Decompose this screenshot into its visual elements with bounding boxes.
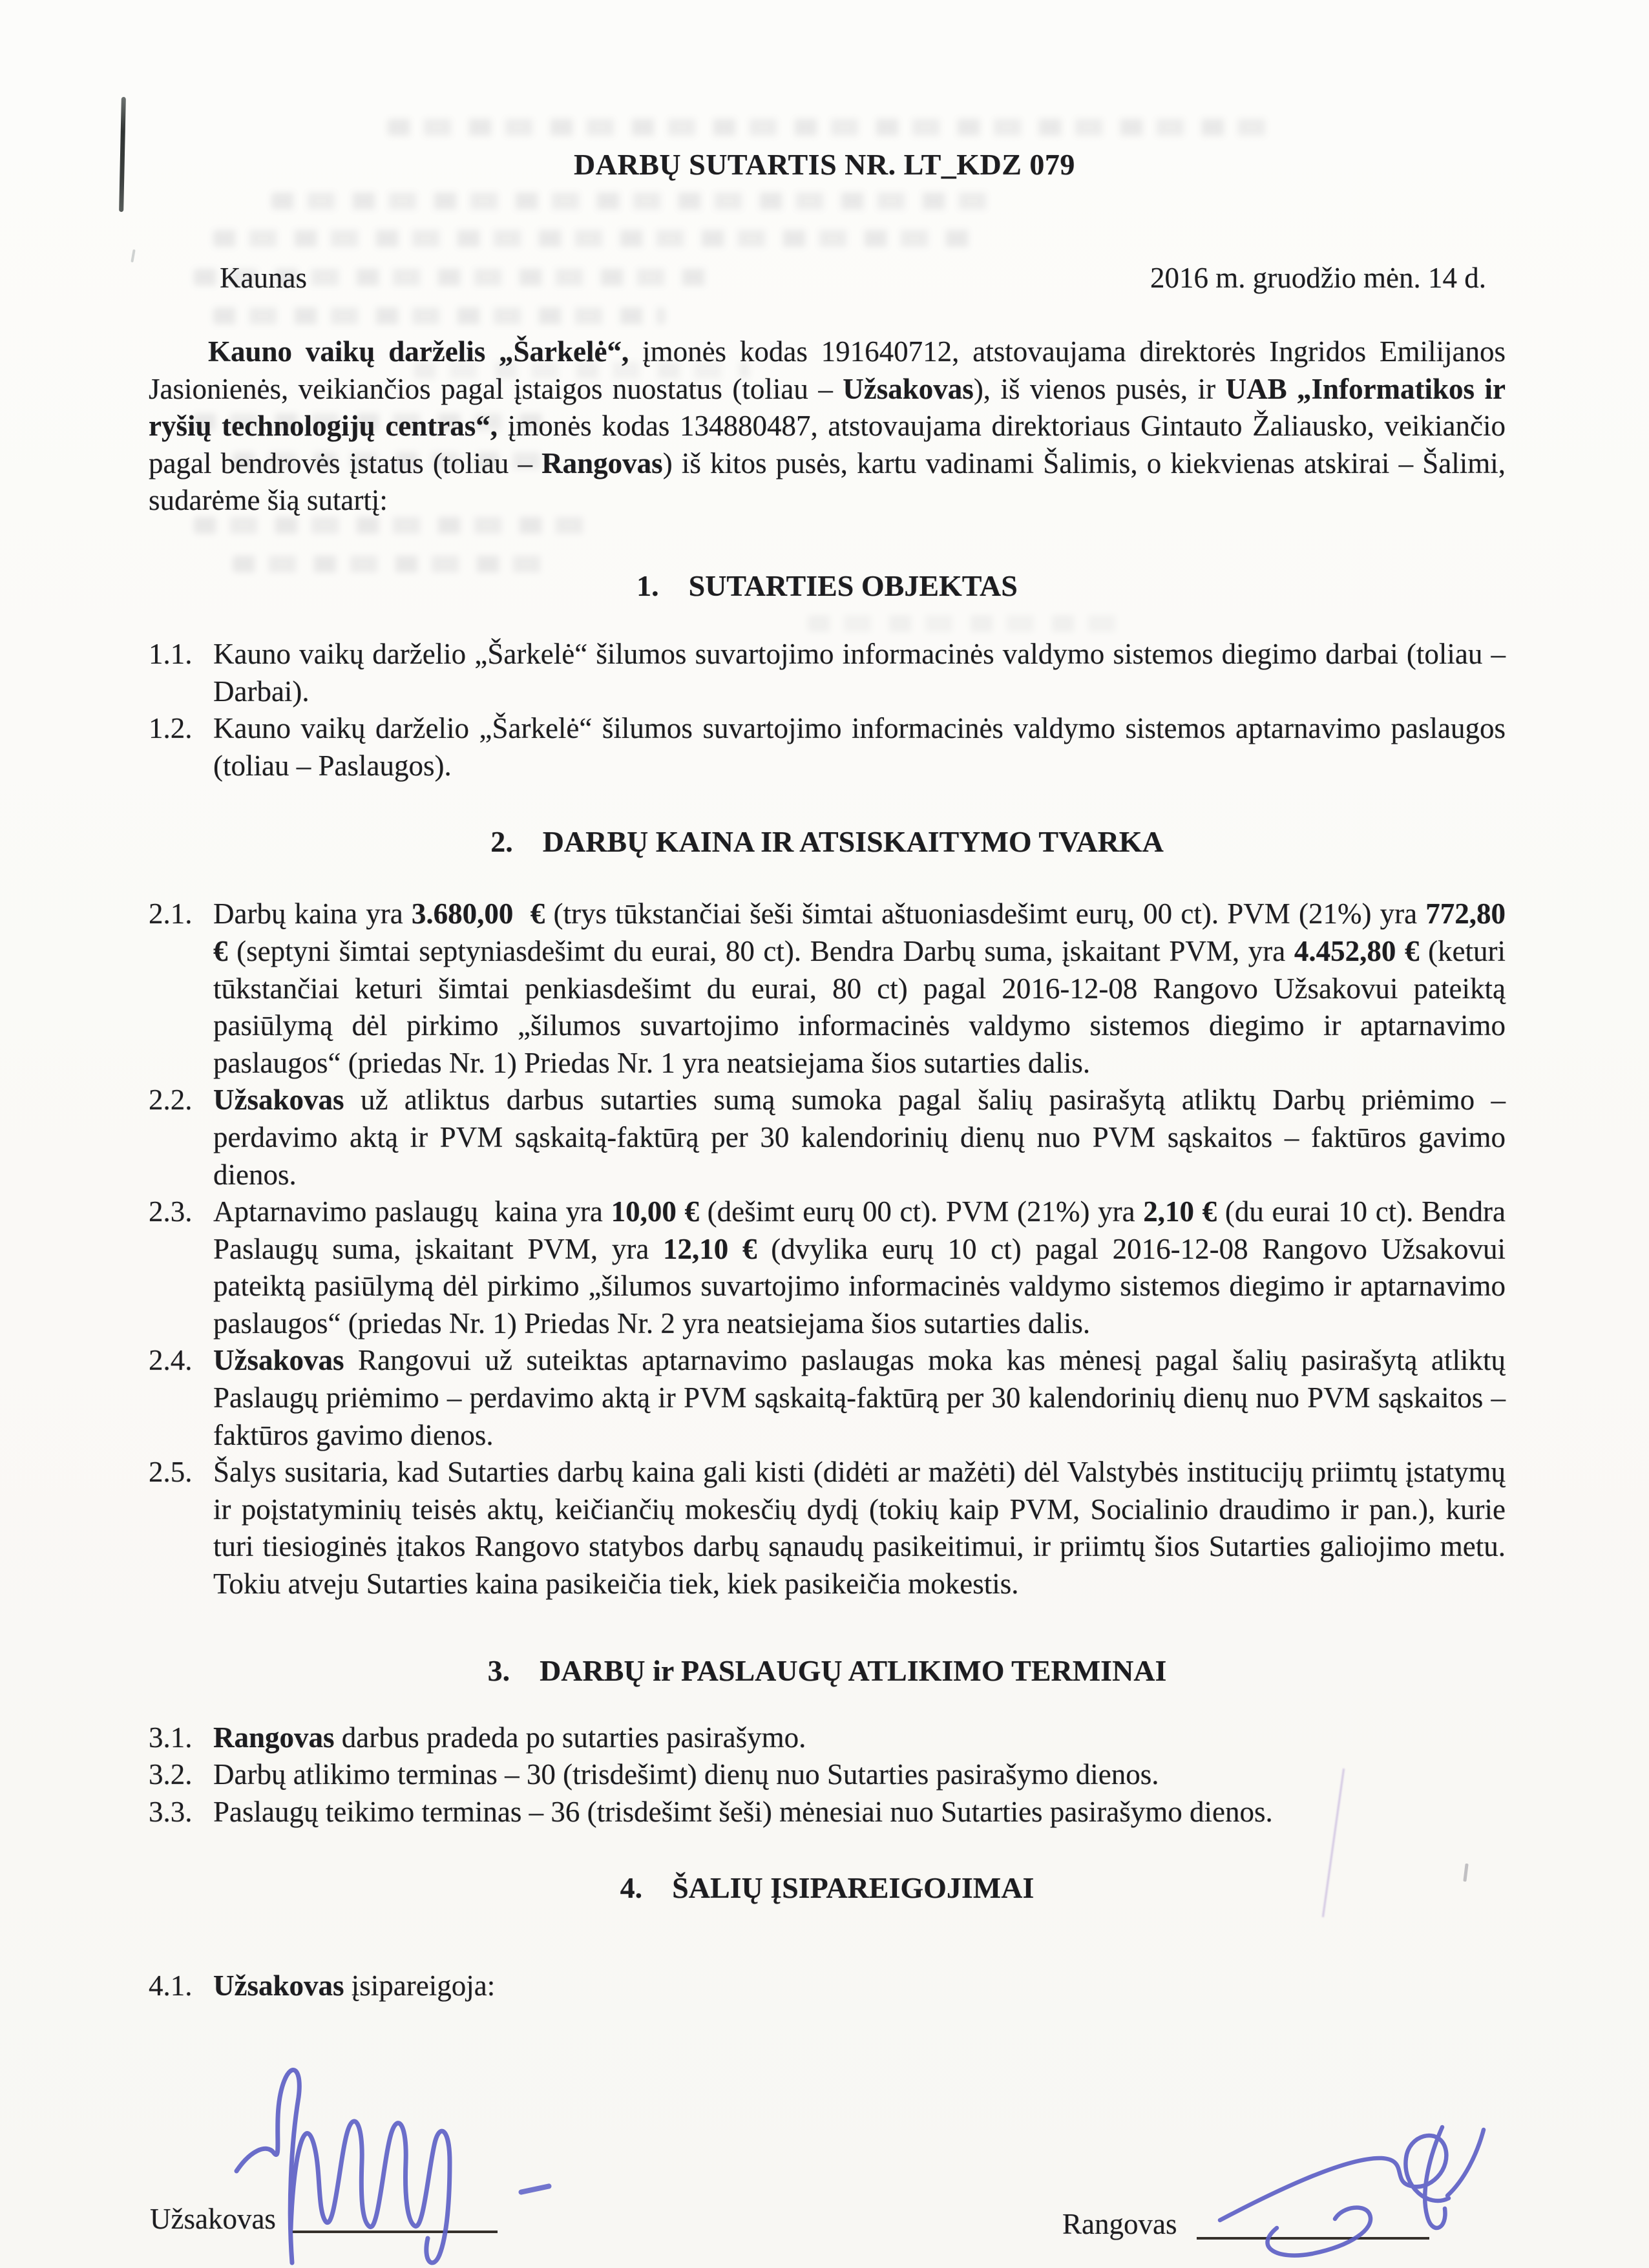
list-item-2-2 <box>149 1082 1506 1193</box>
item-number: 2.1. <box>149 898 193 930</box>
item-text: Rangovas darbus pradeda po sutarties pasirašymo. <box>213 1721 806 1754</box>
item-text: Paslaugų teikimo terminas – 36 (trisdešimt šeši) mėnesiai nuo Sutarties pasirašymo dienos. <box>213 1795 1273 1828</box>
rangovas-signature-ink <box>1215 2118 1493 2262</box>
item-text: Darbų kaina yra 3.680,00 € (trys tūkstančiai šeši šimtai aštuoniasdešimt eurų, 00 ct). PVM (21%) yra 772,80 € (septyni šimtai septyniasdešimt du eurai, 80 ct). Bendra Darbų suma, įskaitant PVM, yra 4.452,80 € (keturi tūkstančiai keturi šimtai penkiasdešimt du eurai, 80 ct) pagal 2016-12-08 Rangovo Užsakovui pateiktą pasiūlymą dėl pirkimo „šilumos suvartojimo informacinės valdymo sistemos diegimo ir aptarnavimo paslaugos“ (priedas Nr. 1) Priedas Nr. 1 yra neatsiejama šios sutarties dalis. <box>213 898 1506 1079</box>
item-number: 1.2. <box>149 712 193 745</box>
list-item-3-2 <box>149 1756 1506 1794</box>
intro-paragraph: Kauno vaikų darželis „Šarkelė“, įmonės kodas 191640712, atstovaujama direktorės Ingridos Emilijanos Jasionienės, veikiančios pagal įstaigos nuostatus (toliau – Užsakovas), iš vienos pusės, ir UAB „Informatikos ir ryšių technologijų centras“, įmonės kodas 134880487, atstovaujama direktoriaus Gintauto Žaliausko, veikiančio pagal bendrovės įstatus (toliau – Rangovas) iš kitos pusės, kartu vadinami Šalimis, o kiekvienas atskirai – Šalimi, sudarėme šią sutartį: <box>149 335 1506 517</box>
section-number: 2. <box>490 825 513 859</box>
section-4-heading <box>149 1869 1506 1907</box>
section-title: DARBŲ ir PASLAUGŲ ATLIKIMO TERMINAI <box>540 1654 1167 1687</box>
section-title: ŠALIŲ ĮSIPAREIGOJIMAI <box>672 1871 1035 1905</box>
item-number: 2.2. <box>149 1084 193 1117</box>
place-date-row <box>220 261 1486 295</box>
list-item-1-1 <box>149 636 1506 710</box>
bleed-through-artifact <box>213 230 976 247</box>
date-label: 2016 m. gruodžio mėn. 14 d. <box>1150 262 1486 294</box>
item-text: Kauno vaikų darželio „Šarkelė“ šilumos suvartojimo informacinės valdymo sistemos aptarnavimo paslaugos (toliau – Paslaugos). <box>213 712 1506 782</box>
pen-dash-mark <box>518 2183 552 2196</box>
item-number: 4.1. <box>149 1969 193 2002</box>
item-text: Užsakovas Rangovui už suteiktas aptarnavimo paslaugas moka kas mėnesį pagal šalių pasirašytą atliktų Paslaugų priėmimo – perdavimo aktą ir PVM sąskaitą-faktūrą per 30 kalendorinių dienų nuo PVM sąskaitos – faktūros gavimo dienos. <box>213 1344 1506 1451</box>
list-item-3-3 <box>149 1794 1506 1831</box>
section-number: 1. <box>636 569 659 602</box>
list-item-2-1 <box>149 896 1506 1082</box>
bleed-through-artifact <box>213 308 666 324</box>
section-2-items <box>149 896 1506 1602</box>
item-number: 3.3. <box>149 1795 193 1828</box>
list-item-4-1 <box>149 1968 1506 2005</box>
section-2-heading <box>149 823 1506 861</box>
item-number: 2.3. <box>149 1195 193 1228</box>
section-title: SUTARTIES OBJEKTAS <box>688 569 1018 602</box>
list-item-2-5 <box>149 1454 1506 1602</box>
item-number: 1.1. <box>149 637 193 670</box>
item-text: Užsakovas už atliktus darbus sutarties sumą sumoka pagal šalių pasirašytą atliktų Darbų priėmimo – perdavimo aktą ir PVM sąskaitą-faktūrą per 30 kalendorinių dienų nuo PVM sąskaitos – faktūros gavimo dienos. <box>213 1084 1506 1191</box>
list-item-2-3 <box>149 1193 1506 1342</box>
signature-line-left <box>292 2231 498 2233</box>
section-4-items <box>149 1968 1506 2005</box>
item-number: 2.5. <box>149 1456 193 1489</box>
signature-line-right <box>1197 2237 1429 2240</box>
item-text: Aptarnavimo paslaugų kaina yra 10,00 € (dešimt eurų 00 ct). PVM (21%) yra 2,10 € (du eurai 10 ct). Bendra Paslaugų suma, įskaitant PVM, yra 12,10 € (dvylika eurų 10 ct) pagal 2016-12-08 Rangovo Užsakovui pateiktą pasiūlymą dėl pirkimo „šilumos suvartojimo informacinės valdymo sistemos diegimo ir aptarnavimo paslaugos“ (priedas Nr. 1) Priedas Nr. 2 yra neatsiejama šios sutarties dalis. <box>213 1195 1506 1339</box>
place-label: Kaunas <box>220 262 307 294</box>
item-number: 2.4. <box>149 1344 193 1377</box>
section-number: 3. <box>487 1654 510 1687</box>
bleed-through-artifact <box>388 119 1266 136</box>
contract-body <box>149 333 1506 2005</box>
section-title: DARBŲ KAINA IR ATSISKAITYMO TVARKA <box>542 825 1164 859</box>
section-1-heading <box>149 567 1506 605</box>
bleed-through-artifact <box>271 193 995 209</box>
section-number: 4. <box>620 1871 643 1905</box>
list-item-2-4 <box>149 1342 1506 1454</box>
item-text: Darbų atlikimo terminas – 30 (trisdešimt) dienų nuo Sutarties pasirašymo dienos. <box>213 1758 1159 1791</box>
signature-label-right: Rangovas <box>1062 2208 1177 2240</box>
ink-speck-artifact <box>131 249 135 262</box>
section-3-items <box>149 1719 1506 1831</box>
item-number: 3.1. <box>149 1721 193 1754</box>
section-1-items <box>149 636 1506 784</box>
item-number: 3.2. <box>149 1758 193 1791</box>
item-text: Šalys susitaria, kad Sutarties darbų kaina gali kisti (didėti ar mažėti) dėl Valstybės institucijų priimtų įstatymų ir poįstatyminių teisės aktų, keičiančių mokesčių dydį (tokių kaip PVM, Socialinio draudimo ir pan.), kurie turi tiesioginės įtakos Rangovo statybos darbų sąnaudų pasikeitimui, ir priimtų šios Sutarties galiojimo metu. Tokiu atveju Sutarties kaina pasikeičia tiek, kiek pasikeičia mokestis. <box>213 1456 1506 1601</box>
item-text: Kauno vaikų darželio „Šarkelė“ šilumos suvartojimo informacinės valdymo sistemos diegimo darbai (toliau – Darbai). <box>213 637 1506 708</box>
item-text: Užsakovas įsipareigoja: <box>213 1969 496 2002</box>
section-3-heading <box>149 1652 1506 1690</box>
contract-title: DARBŲ SUTARTIS NR. LT_KDZ 079 <box>574 148 1075 181</box>
list-item-3-1 <box>149 1719 1506 1757</box>
list-item-1-2 <box>149 710 1506 784</box>
signature-label-left: Užsakovas <box>150 2203 276 2235</box>
